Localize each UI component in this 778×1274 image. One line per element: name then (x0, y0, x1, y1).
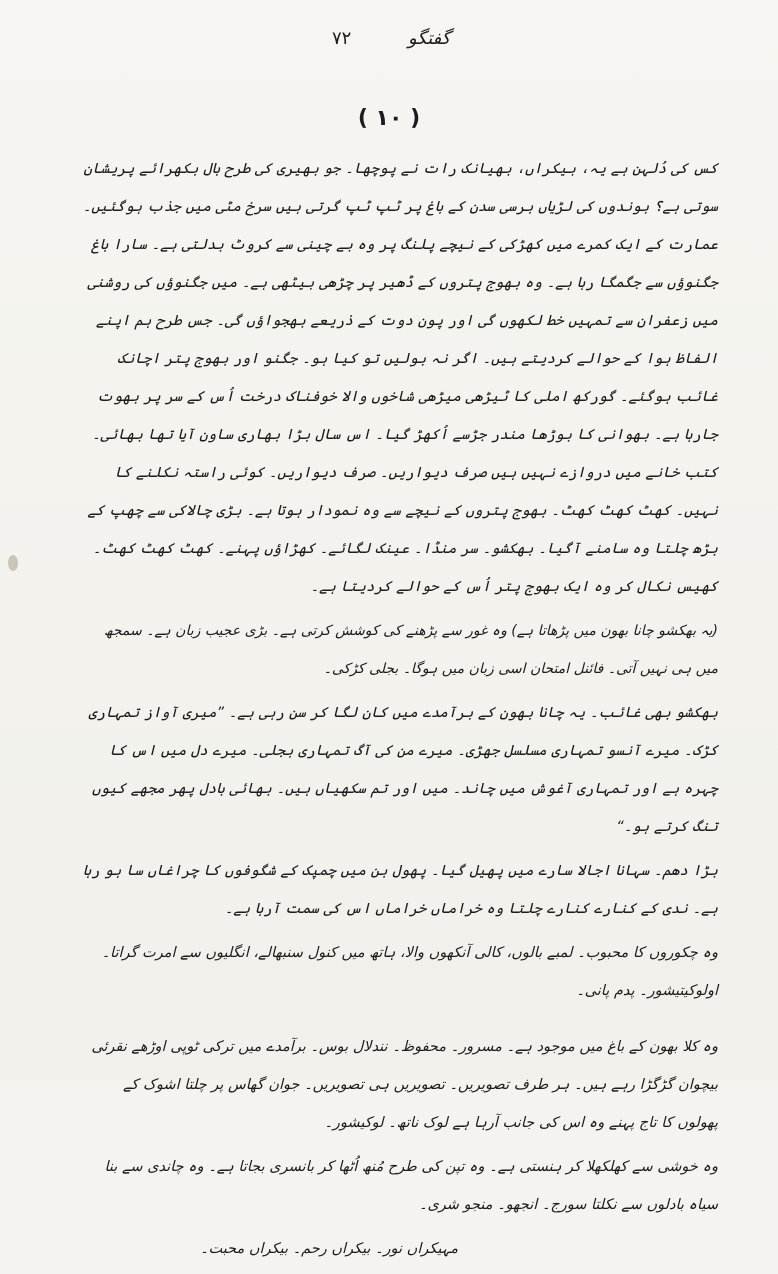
text-body (78, 150, 718, 1274)
running-title: گفتگو (408, 28, 451, 49)
page-number: ۷۲ (332, 28, 352, 49)
paragraph-7: وہ خوشی سے کھلکھلا کر ہنستی ہے۔ وہ تپن کی طرح مُنھ اُٹھا کر بانسری بجاتا ہے۔ وہ چاندی سے بنا سیاہ بادلوں سے نکلتا سورج۔ انجھو۔ منجو شری۔ (104, 1159, 718, 1213)
page-header (0, 22, 778, 62)
paragraph-2: (یہ بھکشو چانا بھون میں پڑھاتا ہے) وہ غور سے پڑھنے کی کوشش کرتی ہے۔ بڑی عجیب زبان ہے۔ سمجھ میں ہی نہیں آتی۔ فائنل امتحان اسی زبان میں ہوگا۔ بجلی کڑکی۔ (103, 623, 718, 677)
chapter-number: ( ۱۰ ) (357, 106, 421, 131)
paragraph-4: بڑا دھم۔ سہانا اجالا سارے میں پھیل گیا۔ پھول بن میں چمپک کے شگوفوں کا چراغاں سا ہو رہا ہے۔ ندی کے کنارے کنارے چلتا وہ خراماں خراماں اس کی سمت آرہا ہے۔ (82, 863, 718, 917)
paragraph-5: وہ چکوروں کا محبوب۔ لمبے بالوں، کالی آنکھوں والا، ہاتھ میں کنول سنبھالے، انگلیوں سے امرت گراتا۔ اولوکیتیشور۔ پدم پانی۔ (101, 945, 718, 999)
paragraph-3: بھکشو بھی غائب۔ یہ چانا بھون کے برآمدے میں کان لگا کر سن رہی ہے۔ ”میری آواز تمہاری کڑک۔ میرے آنسو تمہاری مسلسل جھڑی۔ میرے من کی آگ تمہاری بجلی۔ میرے دل میں اس کا چہرہ ہے اور تمہاری آغوش میں چاند۔ میں اور تم سکھیاں ہیں۔ بھائی بادل پھر مجھے کیوں تنگ کرتے ہو۔“ (88, 705, 718, 835)
scan-speck (8, 555, 18, 571)
paragraph-1: کس کی دُلہن ہے یہ، بیکراں، بھیانک رات نے پوچھا۔ جو بھیری کی طرح بال بکھرائے پریشان سوتی ہے؟ بوندوں کی لڑیاں برسی سدن کے باغ پر ٹپ ٹپ گرتی ہیں سرخ مٹی میں جذب ہوگئیں۔ عمارت کے ایک کمرے میں کھڑکی کے نیچے پلنگ پر وہ بے چینی سے کروٹ بدلتی ہے۔ سارا باغ جگنوؤں سے جگمگا رہا ہے۔ وہ بھوج پتروں کے ڈھیر پر چڑھی بیٹھی ہے۔ میں جگنوؤں کی روشنی میں زعفران سے تمہیں خط لکھوں گی اور پون دوت کے ذریعے بھجواؤں گی۔ جس طرح ہم اپنے الفاظ ہوا کے حوالے کردیتے ہیں۔ اگر نہ بولیں تو کیا ہو۔ جگنو اور بھوج پتر اچانک غائب ہوگئے۔ گورکھ املی کا ٹیڑھی میڑھی شاخوں والا خوفناک درخت اُس کے سر پر بھوت جارہا ہے۔ بھوانی کا بوڑھا مندر جڑسے اُکھڑ گیا۔ اس سال بڑا بھاری ساون آیا تھا بھائی۔ کتب خانے میں دروازے نہیں ہیں صرف دیواریں۔ صرف دیواریں۔ کوئی راستہ نکلنے کا نہیں۔ کھٹ کھٹ کھٹ۔ بھوج پتروں کے نیچے سے وہ نمودار ہوتا ہے۔ بڑی چالاکی سے چھپ کے بڑھ چلتا وہ سامنے آگیا۔ بھکشو۔ سر منڈا۔ عینک لگائے۔ کھڑاؤں پہنے۔ کھٹ کھٹ کھٹ۔ کھیس نکال کر وہ ایک بھوج پتر اُس کے حوالے کردیتا ہے۔ (82, 161, 718, 595)
paragraph-6: وہ کلا بھون کے باغ میں موجود ہے۔ مسرور۔ محفوظ۔ نندلال بوس۔ برآمدے میں ترکی ٹوپی اوڑھے نقرئی بیچوان گڑگڑا رہے ہیں۔ ہر طرف تصویریں۔ تصویریں ہی تصویریں۔ جوان گھاس پر چلتا اشوک کے پھولوں کا تاج پہنے وہ اس کی جانب آرہا ہے لوک ناتھ۔ لوکیشور۔ (91, 1039, 718, 1131)
paragraph-8: مہیکراں نور۔ بیکراں رحم۔ بیکراں محبت۔ (200, 1241, 458, 1257)
